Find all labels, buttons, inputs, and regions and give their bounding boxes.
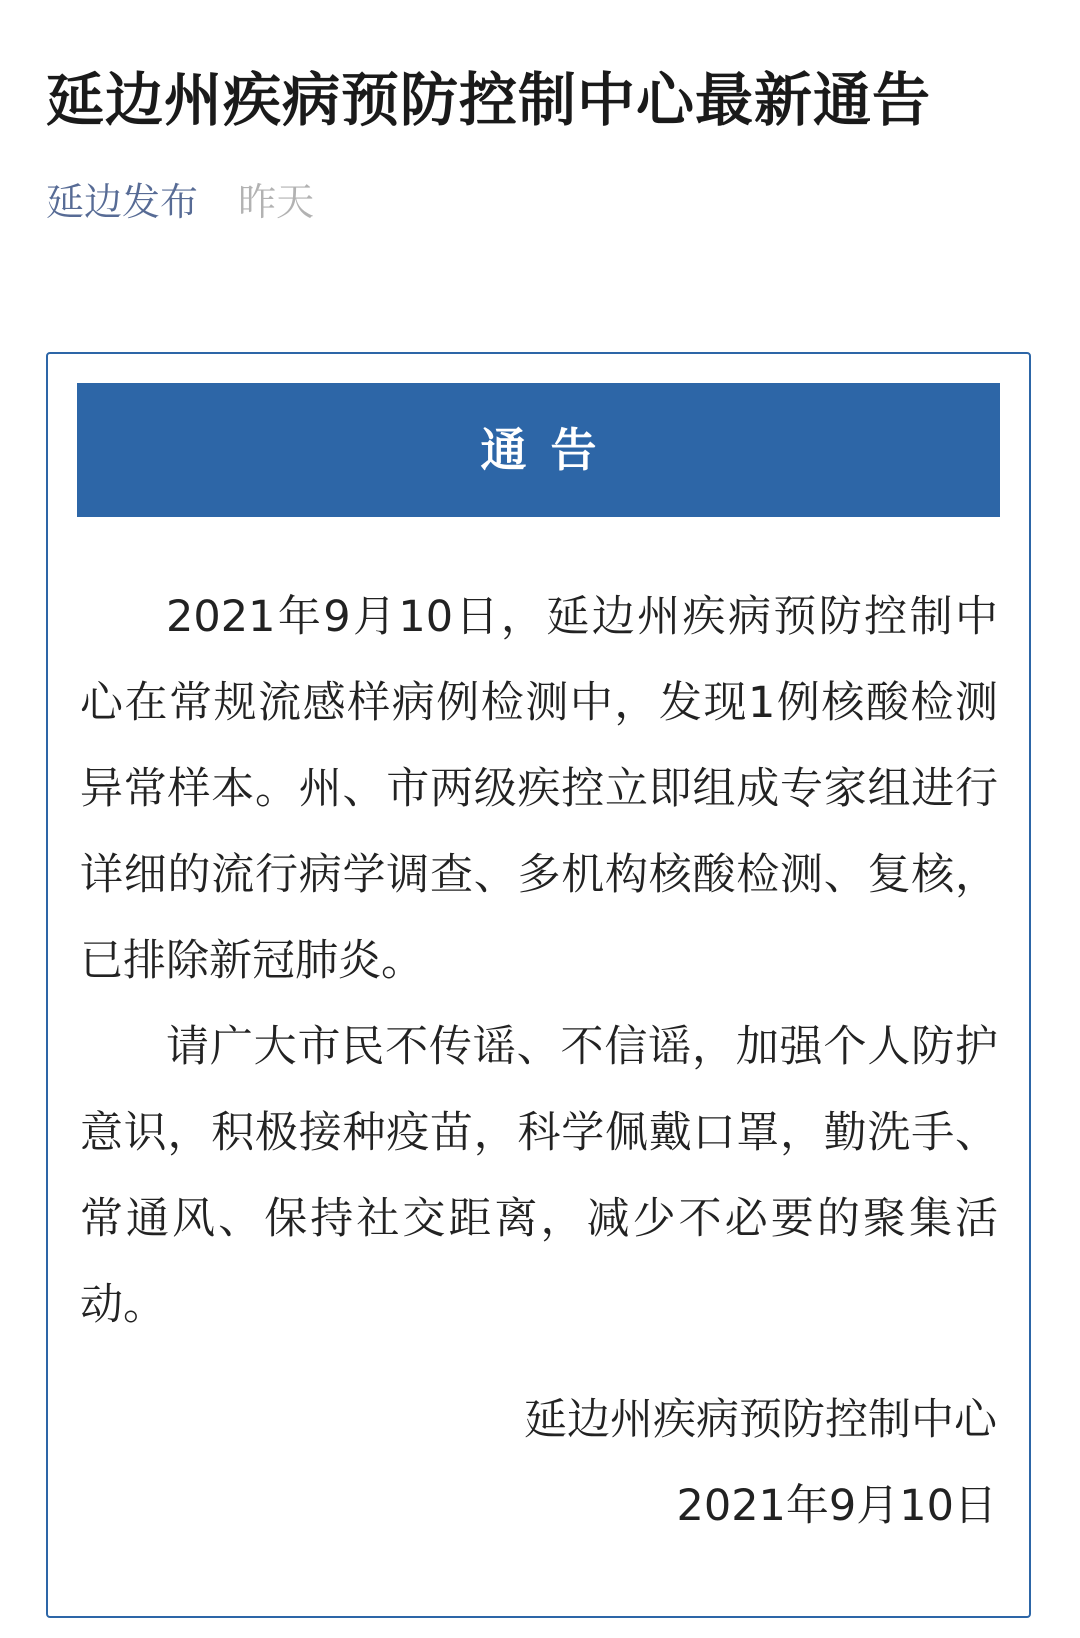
notice-paragraph: 请广大市民不传谣、不信谣，加强个人防护意识，积极接种疫苗，科学佩戴口罩，勤洗手、常通风、保持社交距离，减少不必要的聚集活动。: [80, 1022, 998, 1330]
notice-image: [46, 352, 1031, 1618]
notice-signature: [79, 1377, 997, 1549]
article-meta: [46, 178, 314, 226]
notice-paragraph: 2021年9月10日，延边州疾病预防控制中心在常规流感样病例检测中，发现1例核酸检测异常样本。州、市两级疾控立即组成专家组进行详细的流行病学调查、多机构核酸检测、复核，已排除新冠肺炎。: [80, 592, 998, 986]
publish-date: 昨天: [238, 180, 315, 224]
signature-date: 2021年9月10日: [676, 1481, 997, 1531]
article-title: 延边州疾病预防控制中心最新通告: [46, 66, 932, 134]
notice-body: [80, 574, 998, 1348]
signature-organization: 延边州疾病预防控制中心: [524, 1395, 997, 1445]
notice-header: 通告: [77, 383, 1000, 517]
account-name-link[interactable]: 延边发布: [46, 180, 199, 224]
